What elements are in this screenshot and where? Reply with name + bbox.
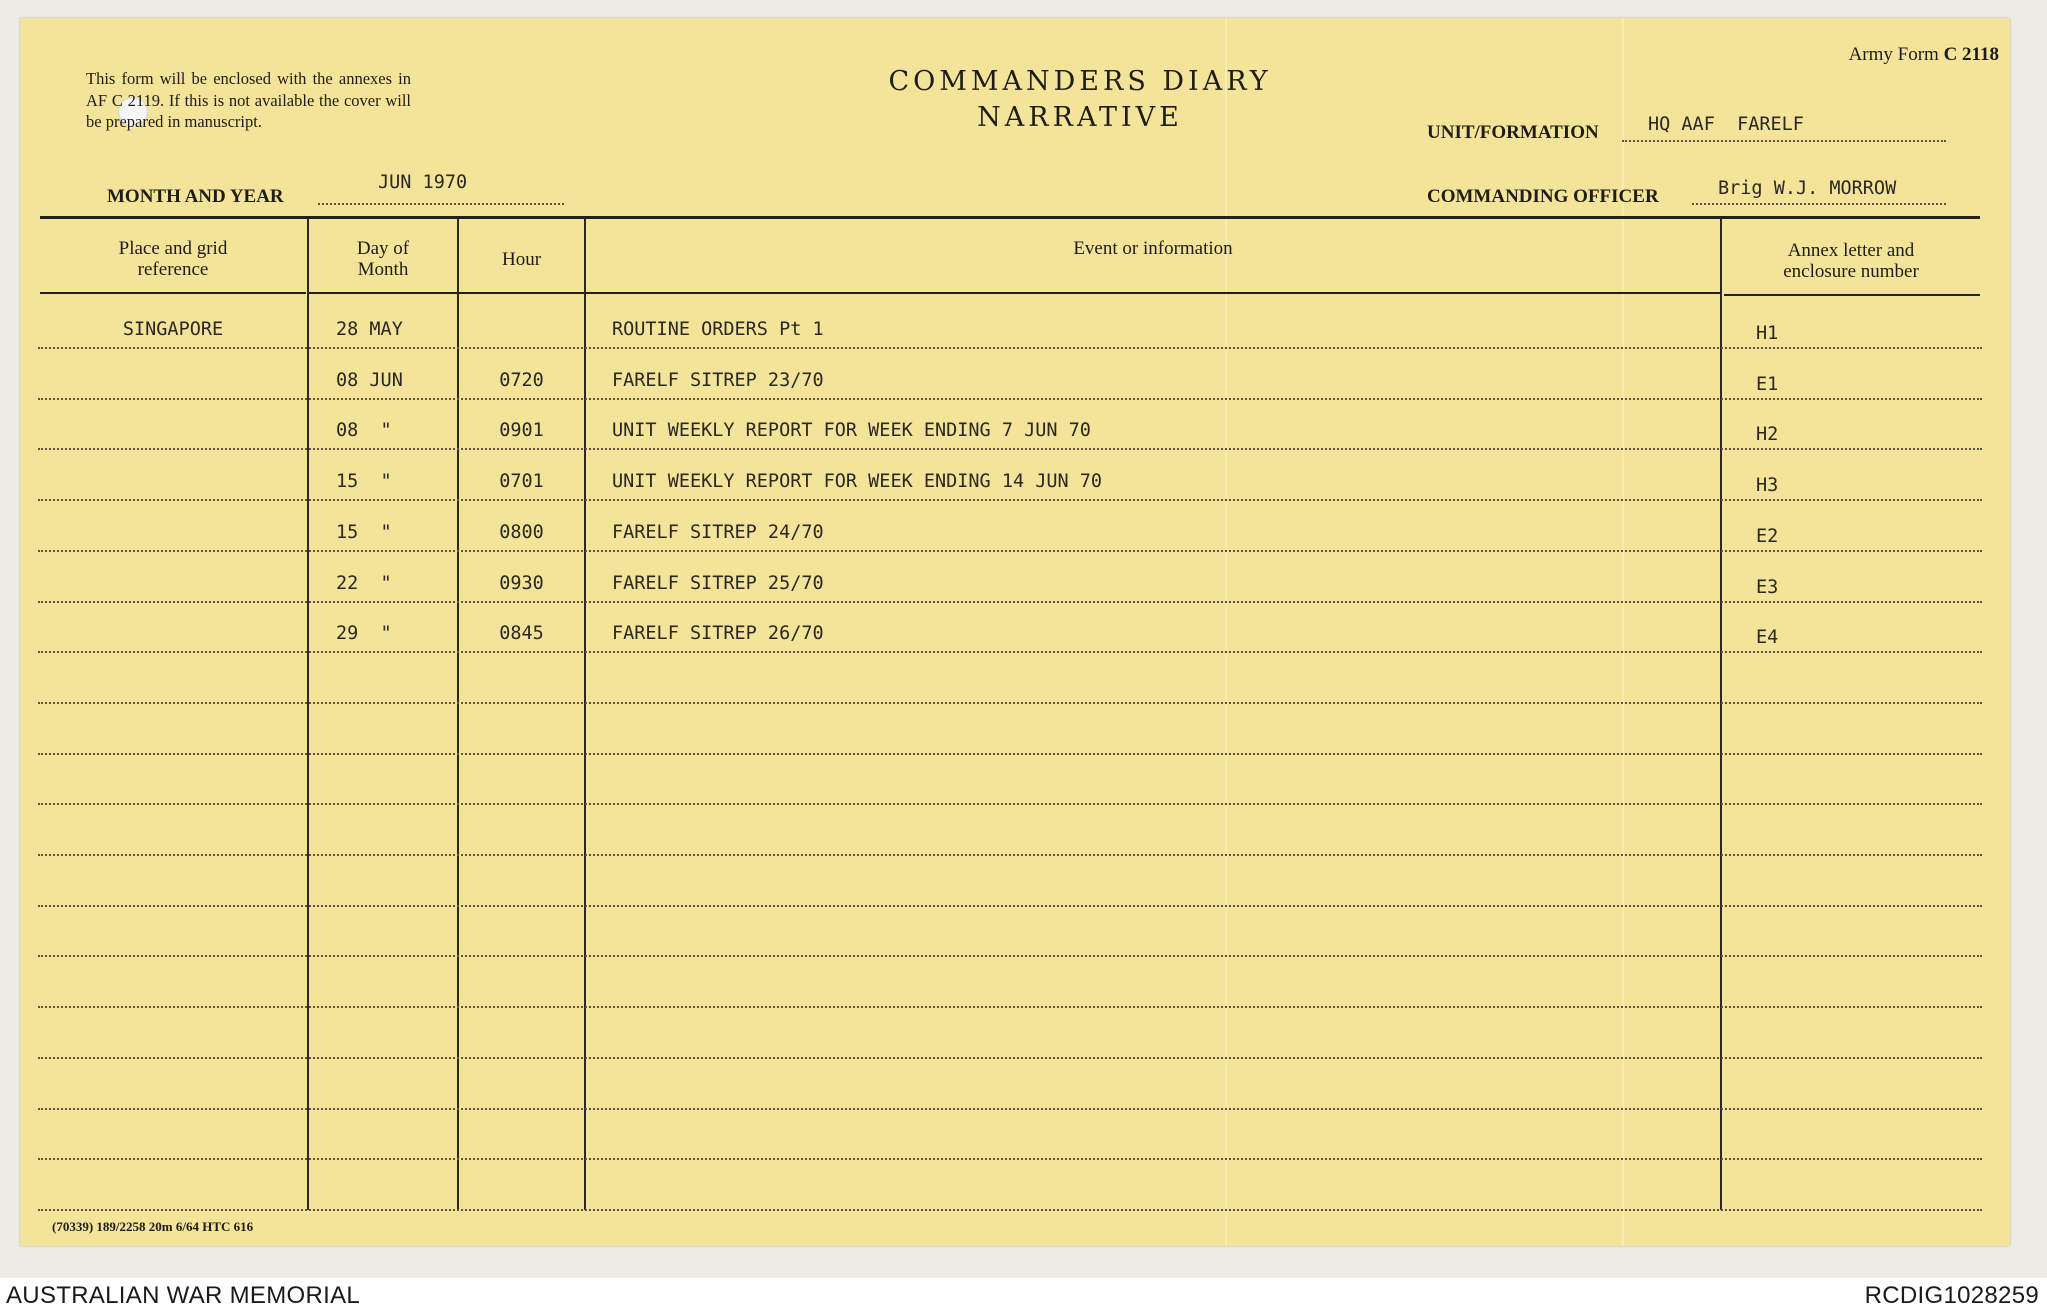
cell-day: 22 "	[336, 573, 392, 594]
column-divider	[307, 218, 309, 1210]
cell-day: 15 "	[336, 471, 392, 492]
header-hour: Hour	[501, 249, 542, 270]
header-rule	[1724, 294, 1980, 296]
ruled-line	[38, 398, 1982, 400]
header-place-grid: Place and grid reference	[118, 238, 228, 280]
cell-hour: 0901	[499, 420, 544, 441]
unit-formation-value: HQ AAF FARELF	[1648, 114, 1804, 135]
enclosure-note: This form will be enclosed with the annexes in AF C 2119. If this is not available the cover will be prepared in manuscript.	[86, 69, 411, 131]
table-top-rule	[40, 216, 1980, 219]
cell-place: SINGAPORE	[122, 319, 224, 340]
header-rule	[308, 292, 458, 294]
cell-hour: 0930	[499, 573, 544, 594]
ruled-line	[38, 1158, 1982, 1160]
unit-formation-line	[1622, 140, 1946, 142]
cell-annex: H3	[1756, 475, 1779, 496]
header-rule	[586, 292, 1722, 294]
cell-event: FARELF SITREP 24/70	[612, 522, 824, 543]
month-year-value: JUN 1970	[378, 172, 468, 193]
header-day-of-month: Day of Month	[356, 238, 410, 280]
ruled-line	[38, 448, 1982, 450]
unit-formation-label: UNIT/FORMATION	[1427, 122, 1599, 143]
cell-event: FARELF SITREP 25/70	[612, 573, 824, 594]
column-divider	[1720, 218, 1722, 1210]
cell-annex: E3	[1756, 577, 1779, 598]
cell-day: 29 "	[336, 623, 392, 644]
column-divider	[584, 218, 586, 1210]
cell-event: UNIT WEEKLY REPORT FOR WEEK ENDING 14 JUN 70	[612, 471, 1103, 492]
credit-institution: AUSTRALIAN WAR MEMORIAL	[6, 1282, 361, 1309]
month-year-label: MONTH AND YEAR	[107, 186, 284, 207]
commanding-officer-line	[1692, 203, 1946, 205]
title-line-2: NARRATIVE	[977, 102, 1183, 133]
ruled-line	[38, 905, 1982, 907]
cell-hour: 0720	[499, 370, 544, 391]
cell-event: ROUTINE ORDERS Pt 1	[612, 319, 824, 340]
ruled-line	[38, 1108, 1982, 1110]
header-annex-enclosure: Annex letter and enclosure number	[1783, 240, 1919, 282]
cell-annex: E4	[1756, 627, 1779, 648]
commanding-officer-label: COMMANDING OFFICER	[1427, 186, 1659, 207]
cell-day: 28 MAY	[336, 319, 403, 340]
cell-event: FARELF SITREP 23/70	[612, 370, 824, 391]
ruled-line	[38, 753, 1982, 755]
ruled-line	[38, 347, 1982, 349]
cell-annex: E2	[1756, 526, 1779, 547]
ruled-line	[38, 702, 1982, 704]
ruled-line	[38, 1006, 1982, 1008]
print-code: (70339) 189/2258 20m 6/64 HTC 616	[52, 1219, 254, 1234]
cell-annex: E1	[1756, 374, 1779, 395]
cell-annex: H1	[1756, 323, 1779, 344]
column-divider	[457, 218, 459, 1210]
ruled-line	[38, 854, 1982, 856]
ruled-line	[38, 955, 1982, 957]
cell-hour: 0845	[499, 623, 544, 644]
ruled-line	[38, 651, 1982, 653]
ruled-line	[38, 601, 1982, 603]
ruled-line	[38, 499, 1982, 501]
title-line-1: COMMANDERS DIARY	[888, 66, 1272, 97]
cell-hour: 0701	[499, 471, 544, 492]
cell-hour: 0800	[499, 522, 544, 543]
cell-annex: H2	[1756, 424, 1779, 445]
cell-event: FARELF SITREP 26/70	[612, 623, 824, 644]
army-form-number: Army Form C 2118	[1848, 44, 1999, 65]
credit-record-id: RCDIG1028259	[1864, 1282, 2039, 1309]
cell-event: UNIT WEEKLY REPORT FOR WEEK ENDING 7 JUN 70	[612, 420, 1091, 441]
cell-day: 08 JUN	[336, 370, 403, 391]
ruled-line	[38, 1209, 1982, 1211]
ruled-line	[38, 1057, 1982, 1059]
header-rule	[40, 292, 306, 294]
header-event-information: Event or information	[1073, 238, 1233, 259]
form-title	[820, 64, 1340, 136]
header-rule	[458, 292, 586, 294]
commanding-officer-value: Brig W.J. MORROW	[1718, 178, 1897, 199]
cell-day: 15 "	[336, 522, 392, 543]
cell-day: 08 "	[336, 420, 392, 441]
ruled-line	[38, 803, 1982, 805]
month-year-line	[318, 203, 564, 205]
ruled-line	[38, 550, 1982, 552]
